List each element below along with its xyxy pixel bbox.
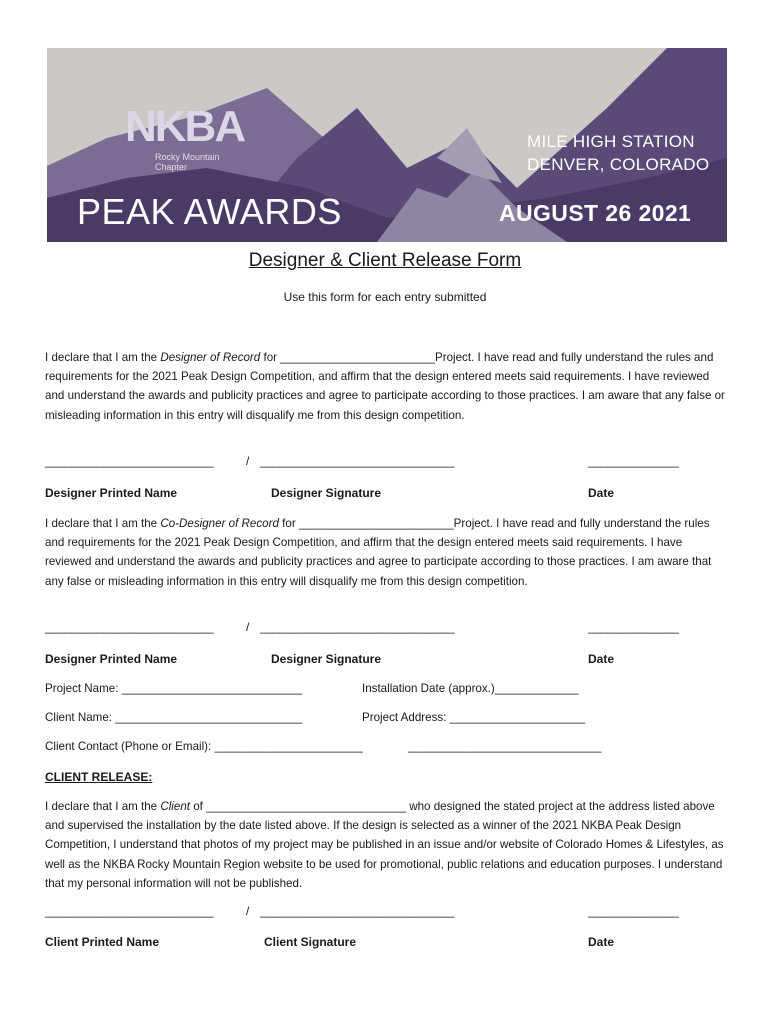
codesigner-name-line[interactable]: __________________________	[45, 620, 214, 634]
event-banner	[47, 48, 727, 242]
codesigner-signature-line[interactable]: ______________________________	[260, 620, 455, 634]
designer-declaration-start: I declare that I am the	[45, 351, 161, 364]
venue-line-1: MILE HIGH STATION	[527, 132, 695, 151]
client-contact-field[interactable]: Client Contact (Phone or Email): _______________________	[45, 740, 363, 753]
client-declaration-rest: of _______________________________ who designed the stated project at the address listed above and supervised the installation by the date listed above. If the design is selected as a winner of the 2021 NKBA Peak Design Competition, I understand that photos of my project may be published in an issue and/or website of Colorado Homes & Lifestyles, as well as the NKBA Rocky Mountain Region website to be used for promotional, public relations and education purposes. I understand that my personal information will not be published.	[45, 800, 724, 890]
codesigner-signature-label: Designer Signature	[271, 652, 382, 666]
codesigner-separator: /	[246, 620, 250, 634]
designer-name-line[interactable]: __________________________	[45, 454, 214, 468]
codesigner-role: Co-Designer of Record	[160, 517, 279, 530]
client-release-heading: CLIENT RELEASE:	[45, 770, 153, 784]
client-role: Client	[160, 800, 191, 813]
project-name-field[interactable]: Project Name: ____________________________	[45, 682, 303, 695]
client-declaration-start: I declare that I am the	[45, 800, 161, 813]
venue-line-2: DENVER, COLORADO	[527, 155, 710, 174]
client-date-line[interactable]: ______________	[588, 904, 679, 918]
client-name-line[interactable]: __________________________	[45, 904, 214, 918]
event-title: PEAK AWARDS	[77, 191, 342, 232]
designer-declaration-rest: for ________________________Project. I have read and fully understand the rules and requirements for the 2021 Peak Design Competition, and affirm that the design entered meets said requirements. I have reviewed and understand the awards and publicity practices and agree to participate according to those practices. I am aware that any false or misleading information in this entry will disqualify me from this design competition.	[45, 351, 725, 422]
project-address-field[interactable]: Project Address: _____________________	[362, 711, 586, 724]
codesigner-declaration-start: I declare that I am the	[45, 517, 161, 530]
codesigner-date-line[interactable]: ______________	[588, 620, 679, 634]
designer-role: Designer of Record	[160, 351, 261, 364]
designer-date-label: Date	[588, 486, 615, 500]
form-subtitle: Use this form for each entry submitted	[283, 290, 487, 304]
client-signature-label: Client Signature	[264, 935, 357, 949]
client-name-field[interactable]: Client Name: _____________________________	[45, 711, 303, 724]
client-separator: /	[246, 904, 250, 918]
codesigner-declaration-rest: for ________________________Project. I have read and fully understand the rules and requirements for the 2021 Peak Design Competition, and affirm that the design entered meets said requirements. I have reviewed and understand the awards and publicity practices and agree to participate according to those practices. I am aware that any false or misleading information in this entry will disqualify me from this design competition.	[45, 517, 712, 588]
client-date-label: Date	[588, 935, 615, 949]
client-contact-extra-field[interactable]: ______________________________	[408, 740, 602, 753]
client-signature-line[interactable]: ______________________________	[260, 904, 455, 918]
codesigner-declaration	[45, 514, 730, 591]
client-declaration	[45, 797, 730, 893]
event-date: AUGUST 26 2021	[499, 200, 692, 226]
designer-separator: /	[246, 454, 250, 468]
codesigner-name-label: Designer Printed Name	[45, 652, 178, 666]
designer-signature-line[interactable]: ______________________________	[260, 454, 455, 468]
installation-date-field[interactable]: Installation Date (approx.)_____________	[362, 682, 579, 695]
client-name-label: Client Printed Name	[45, 935, 160, 949]
form-title: Designer & Client Release Form	[248, 250, 522, 271]
designer-date-line[interactable]: ______________	[588, 454, 679, 468]
designer-signature-label: Designer Signature	[271, 486, 382, 500]
chapter-line-2: Chapter	[155, 162, 188, 172]
nkba-logo: NKBA	[125, 102, 245, 151]
designer-name-label: Designer Printed Name	[45, 486, 178, 500]
codesigner-date-label: Date	[588, 652, 615, 666]
designer-declaration	[45, 348, 730, 425]
chapter-line-1: Rocky Mountain	[155, 152, 220, 162]
